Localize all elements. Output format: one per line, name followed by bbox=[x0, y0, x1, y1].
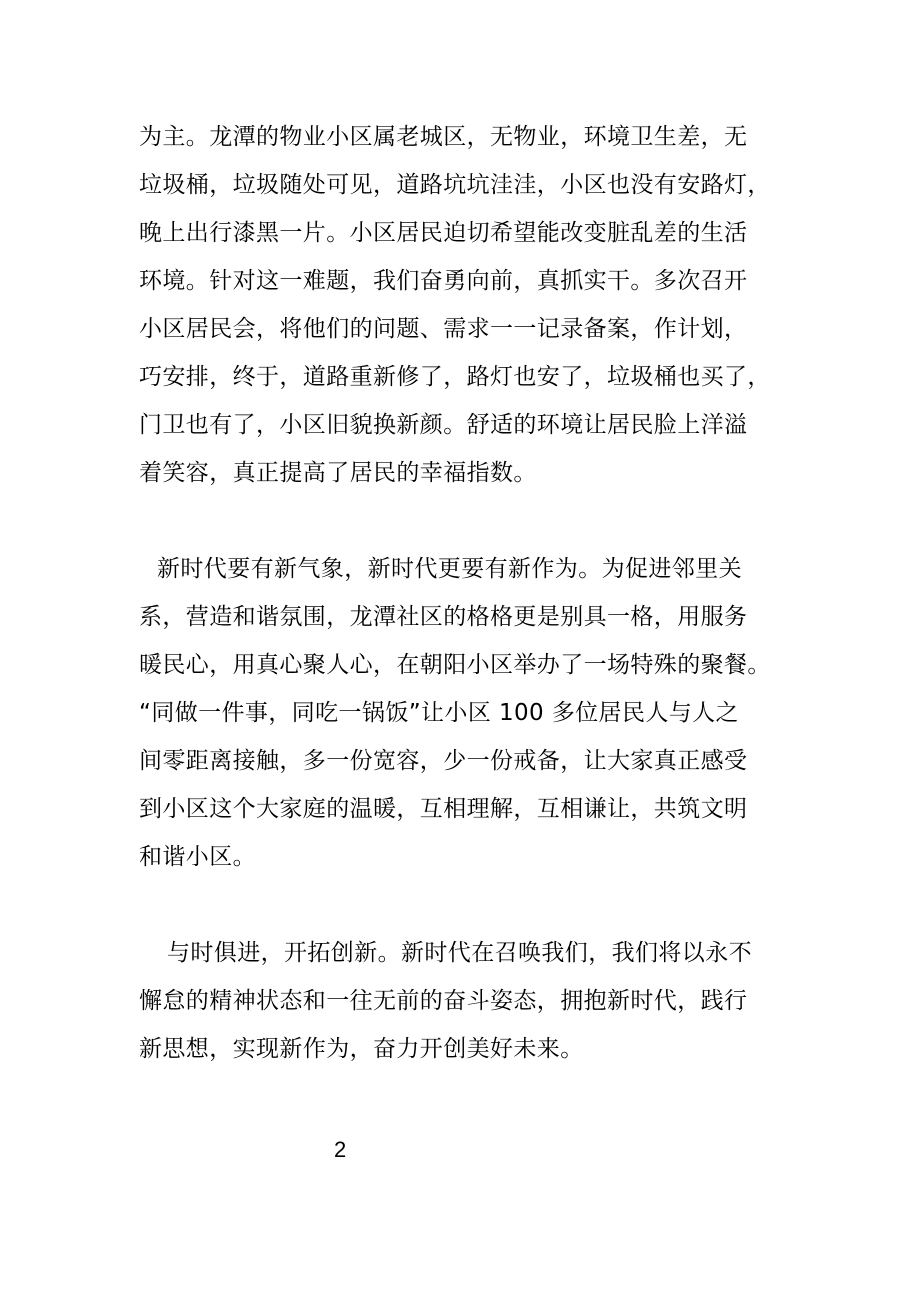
paragraph-line: 垃圾桶，垃圾随处可见，道路坑坑洼洼，小区也没有安路灯， bbox=[139, 172, 771, 198]
paragraph-line: 系，营造和谐氛围，龙潭社区的格格更是别具一格，用服务 bbox=[139, 604, 748, 630]
paragraph-line: 到小区这个大家庭的温暖，互相理解，互相谦让，共筑文明 bbox=[139, 796, 748, 822]
paragraph-line: 着笑容，真正提高了居民的幸福指数。 bbox=[139, 460, 537, 486]
paragraph-line: 门卫也有了，小区旧貌换新颜。舒适的环境让居民脸上洋溢 bbox=[139, 412, 748, 438]
paragraph-line: “同做一件事，同吃一锅饭”让小区 100 多位居民人与人之 bbox=[139, 700, 739, 726]
paragraph-line: 巧安排，终于，道路重新修了，路灯也安了，垃圾桶也买了， bbox=[139, 364, 771, 390]
paragraph-line: 环境。针对这一难题，我们奋勇向前，真抓实干。多次召开 bbox=[139, 268, 748, 294]
paragraph-line: 晚上出行漆黑一片。小区居民迫切希望能改变脏乱差的生活 bbox=[139, 220, 748, 246]
paragraph-line: 新时代要有新气象，新时代更要有新作为。为促进邻里关 bbox=[157, 556, 742, 582]
paragraph-line: 新思想，实现新作为，奋力开创美好未来。 bbox=[139, 1036, 584, 1062]
paragraph-line: 为主。龙潭的物业小区属老城区，无物业，环境卫生差，无 bbox=[139, 124, 748, 150]
page-number: 2 bbox=[334, 1137, 347, 1162]
paragraph-line: 与时俱进，开拓创新。新时代在召唤我们，我们将以永不 bbox=[167, 940, 752, 966]
paragraph-line: 间零距离接触，多一份宽容，少一份戒备，让大家真正感受 bbox=[139, 748, 748, 774]
paragraph-line: 懈怠的精神状态和一往无前的奋斗姿态，拥抱新时代，践行 bbox=[139, 988, 748, 1014]
paragraph-line: 小区居民会，将他们的问题、需求一一记录备案，作计划， bbox=[139, 316, 748, 342]
paragraph-line: 暖民心，用真心聚人心，在朝阳小区举办了一场特殊的聚餐。 bbox=[139, 652, 771, 678]
paragraph-line: 和谐小区。 bbox=[139, 844, 256, 870]
